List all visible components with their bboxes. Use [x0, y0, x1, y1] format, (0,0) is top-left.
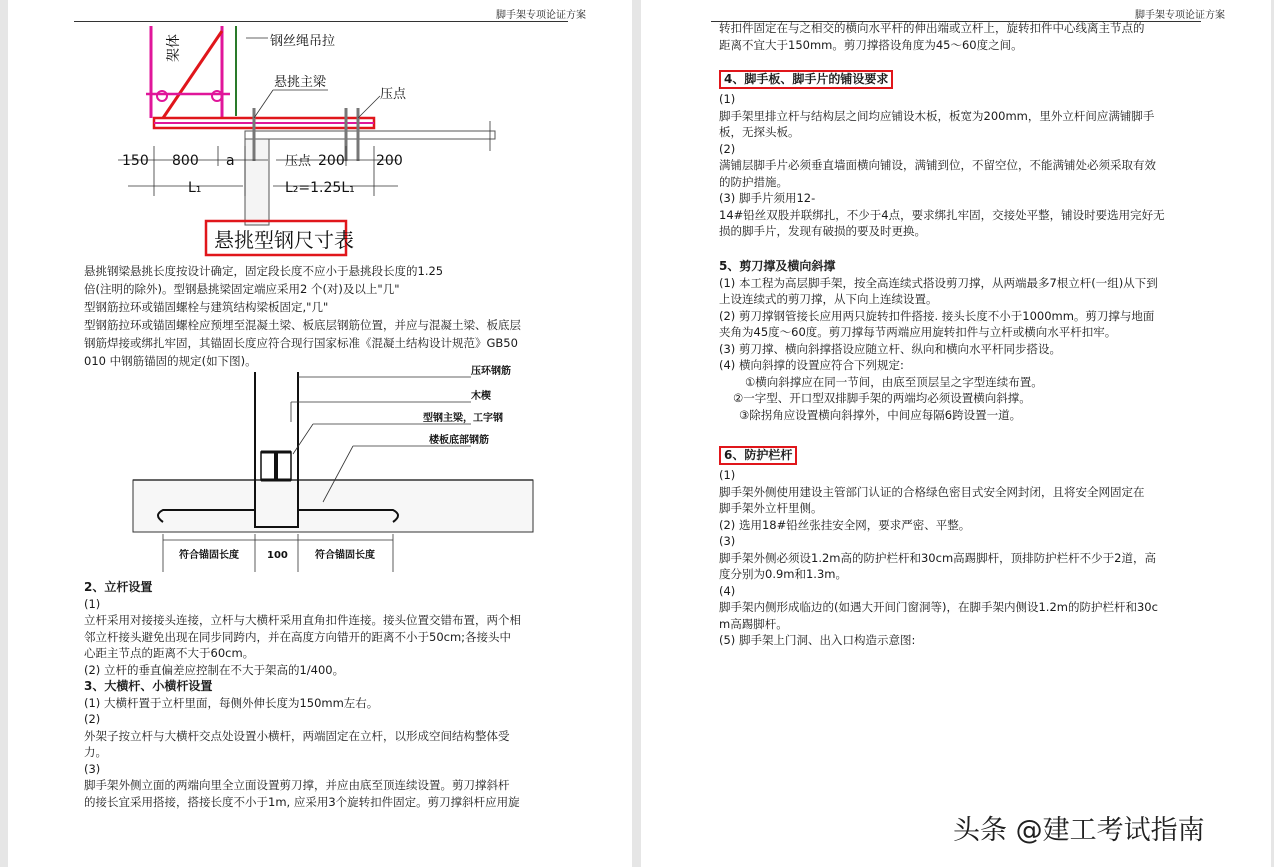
- para-line: 损的脚手片，发现有破损的要及时更换。: [719, 224, 926, 238]
- para-line: (4): [719, 583, 736, 598]
- para-line: (3) 剪刀撑、横向斜撑搭设应随立杆、纵向和横向水平杆同步搭设。: [719, 341, 1061, 356]
- dim-L2: L₂=1.25L₁: [285, 180, 355, 196]
- label-ring: 压环钢筋: [471, 366, 511, 377]
- label-pressure-mid: 压点: [285, 154, 312, 169]
- para-line: 悬挑钢梁悬挑长度按设计确定，固定段长度不应小于悬挑段长度的1.25: [84, 264, 444, 278]
- dim-mid: 100: [267, 550, 288, 561]
- dim-200b: 200: [376, 153, 403, 169]
- para-line: 距离不宜大于150mm。剪刀撑搭设角度为45～60度之间。: [719, 37, 1023, 52]
- para-line: m高踢脚杆。: [719, 616, 788, 631]
- section-2-title: 2、立杆设置: [84, 580, 153, 594]
- para-line: (2): [84, 712, 101, 726]
- dim-left: 符合锚固长度: [179, 550, 239, 561]
- para-line: 倍(注明的除外)。型钢悬挑梁固定端应采用2 个(对)及以上"几": [84, 282, 400, 296]
- page-header: 脚手架专项论证方案: [1135, 10, 1225, 21]
- section-3-title: 3、大横杆、小横杆设置: [84, 679, 213, 693]
- section-6-title: 6、防护栏杆: [719, 446, 797, 465]
- para-line: 外架子按立杆与大横杆交点处设置小横杆，两端固定在立杆，以形成空间结构整体受: [84, 728, 510, 743]
- para-line: 上设连续式的剪刀撑，从下向上连续设置。: [719, 292, 938, 306]
- para-line: (1): [719, 468, 736, 482]
- label-rebar: 楼板底部钢筋: [429, 435, 489, 446]
- page-header: 脚手架专项论证方案: [496, 10, 586, 21]
- floor-slab: [245, 131, 495, 139]
- para-line: 力。: [84, 745, 107, 759]
- left-page: [8, 0, 632, 867]
- para-line: (3): [719, 534, 736, 548]
- section-4: [719, 70, 1165, 240]
- anchor-detail-diagram: [123, 362, 553, 572]
- para-line: (2) 选用18#铅丝张挂安全网，要求严密、平整。: [719, 517, 971, 532]
- fig1-caption: 悬挑型钢尺寸表: [214, 228, 354, 252]
- label-pressure-top: 压点: [380, 87, 407, 102]
- para-line: 的防护措施。: [719, 174, 788, 189]
- dim-L1: L₁: [188, 180, 202, 196]
- section-2: [84, 579, 521, 810]
- right-page: [641, 0, 1271, 867]
- para-line: 010 中钢筋锚固的规定(如下图)。: [84, 354, 257, 368]
- para-line: 板，无探头板。: [719, 125, 800, 139]
- para-line: (4) 横向斜撑的设置应符合下列规定:: [719, 358, 904, 372]
- para-line: 满铺层脚手片必须垂直墙面横向铺设，满铺到位，不留空位，不能满铺处必须采取有效: [719, 158, 1156, 172]
- dim-a: a: [226, 153, 235, 169]
- dim-150: 150: [122, 153, 149, 169]
- para-line: (1) 大横杆置于立杆里面，每侧外伸长度为150mm左右。: [84, 695, 379, 710]
- para-line: (3) 脚手片须用12-: [719, 191, 816, 205]
- frame-coupler-left: [157, 91, 167, 101]
- para-line: 14#铅丝双股并联绑扎，不少于4点，要求绑扎牢固，交接处平整，铺设时要选用完好无: [719, 207, 1165, 222]
- section-6: [719, 446, 1158, 649]
- header-rule: [74, 21, 568, 22]
- cantilever-beam-diagram: [118, 26, 518, 262]
- list-item: ③除拐角应设置横向斜撑外，中间应每隔6跨设置一道。: [739, 407, 1022, 422]
- para-line: 型钢筋拉环或锚固螺栓应预埋至混凝土梁、板底层钢筋位置，并应与混凝土梁、板底层: [84, 318, 521, 332]
- para-line: (2): [719, 141, 736, 156]
- para-line: (3): [84, 761, 101, 776]
- para-line: 的接长宜采用搭接，搭接长度不小于1m, 应采用3个旋转扣件固定。剪刀撑斜杆应用旋: [84, 794, 520, 809]
- para-line: 脚手架外侧立面的两端向里全立面设置剪刀撑，并应由底至顶连续设置。剪刀撑斜杆: [84, 778, 510, 792]
- list-item: ②一字型、开口型双排脚手架的两端均必须设置横向斜撑。: [733, 391, 1031, 405]
- para-line: 型钢筋拉环或锚固螺栓与建筑结构梁板固定,"几": [84, 300, 329, 314]
- dim-200a: 200: [318, 153, 345, 169]
- para-line: 邻立杆接头避免出现在同步同跨内，并在高度方向错开的距离不小于50cm;各接头中: [84, 629, 512, 644]
- para-line: 脚手架外侧使用建设主管部门认证的合格绿色密目式安全网封闭，且将安全网固定在: [719, 484, 1145, 499]
- section-5-title: 5、剪刀撑及横向斜撑: [719, 259, 836, 273]
- section-4-title: 4、脚手板、脚手片的铺设要求: [719, 70, 893, 89]
- para-line: 立杆采用对接接头连接，立杆与大横杆采用直角扣件连接。接头位置交错布置，两个相: [84, 613, 521, 627]
- label-frame: 架体: [166, 34, 182, 62]
- para-line: 脚手架外侧必须设1.2m高的防护栏杆和30cm高踢脚杆，顶排防护栏杆不少于2道，高: [719, 550, 1156, 565]
- label-steel: 型钢主梁，工字钢: [423, 413, 503, 424]
- para-line: (1): [84, 596, 101, 611]
- para-line: 度分别为0.9m和1.3m。: [719, 567, 847, 581]
- slab-section: [133, 480, 533, 532]
- dim-800: 800: [172, 153, 199, 169]
- para-line: (2) 立杆的垂直偏差应控制在不大于架高的1/400。: [84, 662, 345, 677]
- para-line: (5) 脚手架上门洞、出入口构造示意图:: [719, 633, 916, 647]
- list-item: ①横向斜撑应在同一节间，由底至顶层呈之字型连续布置。: [745, 374, 1043, 389]
- label-beam: 悬挑主梁: [274, 75, 327, 90]
- para-line: 心距主节点的距离不大于60cm。: [84, 646, 255, 660]
- section-5: [719, 258, 1158, 423]
- para-line: 脚手架内侧形成临边的(如遇大开间门窗洞等)，在脚手架内侧设1.2m的防护栏杆和30c: [719, 600, 1158, 614]
- para-line: 脚手架外立杆里侧。: [719, 501, 823, 515]
- label-rope: 钢丝绳吊拉: [270, 34, 336, 49]
- dim-right: 符合锚固长度: [315, 550, 375, 561]
- concrete-column: [245, 139, 269, 225]
- para-line: (2) 剪刀撑钢管接长应用两只旋转扣件搭接. 接头长度不小于1000mm。剪刀撑与地面: [719, 308, 1155, 323]
- label-wood: 木楔: [471, 391, 491, 402]
- right-top-para: [719, 20, 1145, 53]
- para-line: 脚手架里排立杆与结构层之间均应铺设木板，板宽为200mm，里外立杆间应满铺脚手: [719, 108, 1155, 123]
- para-cantilever: [84, 262, 521, 370]
- para-line: (1) 本工程为高层脚手架，按全高连续式搭设剪刀撑，从两端最多7根立杆(一组)从下到: [719, 275, 1158, 290]
- para-line: 钢筋焊接或绑扎牢固，其锚固长度应符合现行国家标准《混凝土结构设计规范》GB50: [84, 336, 518, 350]
- para-line: 夹角为45度～60度。剪刀撑每节两端应用旋转扣件与立杆或横向水平杆扣牢。: [719, 325, 1117, 339]
- para-line: 转扣件固定在与之相交的横向水平杆的伸出端或立杆上，旋转扣件中心线离主节点的: [719, 21, 1145, 35]
- para-line: (1): [719, 92, 736, 106]
- watermark: 头条 @建工考试指南: [953, 815, 1205, 846]
